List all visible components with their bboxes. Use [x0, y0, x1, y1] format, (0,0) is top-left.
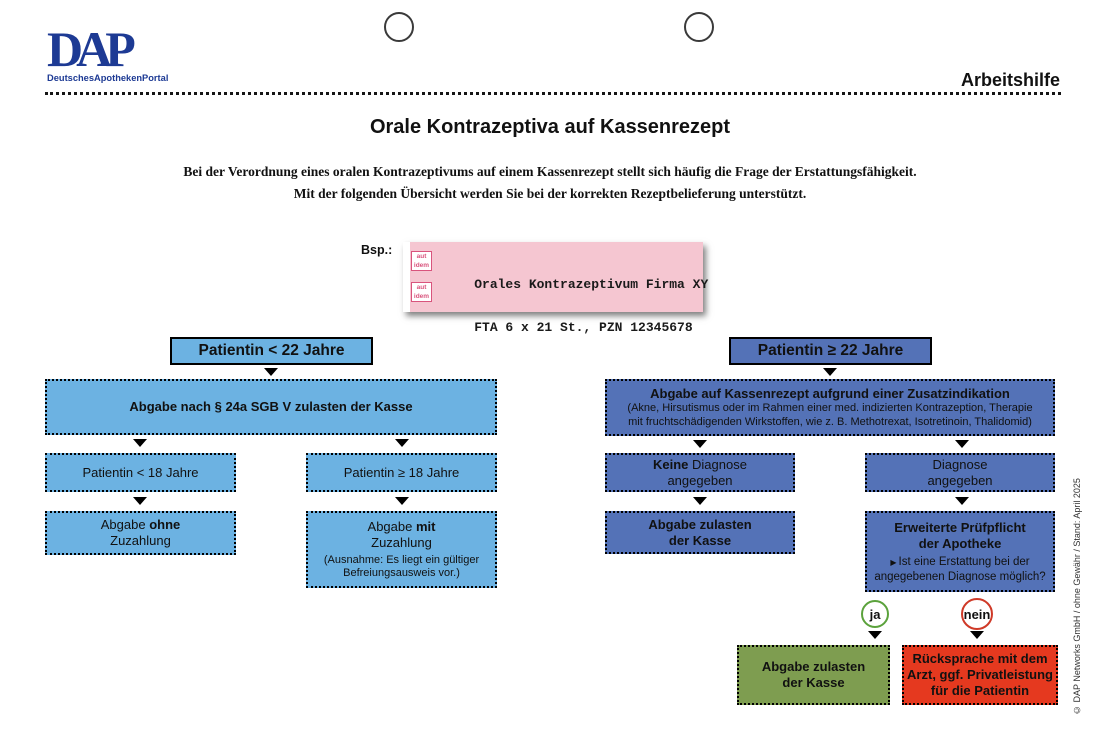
aut-idem-stamp: aut idem	[411, 282, 432, 302]
page-title: Orale Kontrazeptiva auf Kassenrezept	[369, 116, 731, 138]
copyright-notice: © DAP Networks GmbH / ohne Gewähr / Stand: April 2025	[1072, 478, 1082, 715]
arrow-down-icon	[693, 440, 707, 448]
example-label: Bsp.:	[361, 243, 393, 257]
dap-logo-tagline: DeutschesApothekenPortal	[47, 73, 169, 83]
doc-type-label: Arbeitshilfe	[960, 70, 1060, 90]
ja-circle: ja	[861, 600, 889, 628]
flow-box-zusatzindikation: Abgabe auf Kassenrezept aufgrund einer Zusatzindikation (Akne, Hirsutismus oder im Rahmen einer med. indizierten Kontrazeption, Therapie mit fruchtschädigenden Wirkstoffen, wie z. B. Methotrexat, Isotretinoin, Thalidomid)	[605, 379, 1055, 436]
arrow-down-icon	[868, 631, 882, 639]
flow-box-over-18: Patientin ≥ 18 Jahre	[306, 453, 497, 492]
flow-header-over-22: Patientin ≥ 22 Jahre	[729, 337, 932, 365]
arrow-down-icon	[693, 497, 707, 505]
flow-box-ohne-zuzahlung: Abgabe ohne Zuzahlung	[45, 511, 236, 555]
flow-box-result-kasse: Abgabe zulasten der Kasse	[737, 645, 890, 705]
prescription-example	[403, 242, 709, 336]
aut-idem-text: aut	[416, 253, 427, 260]
header-dotted-rule	[45, 92, 1061, 95]
flow-header-under-22: Patientin < 22 Jahre	[170, 337, 373, 365]
dap-logo-text: DAP	[47, 21, 129, 77]
arrow-down-icon	[395, 439, 409, 447]
arrow-down-icon	[133, 497, 147, 505]
nein-circle: nein	[961, 598, 993, 630]
pointer-icon: ▶	[890, 557, 897, 567]
prescription-line-2: FTA 6 x 21 St., PZN 12345678	[474, 320, 693, 336]
arrow-down-icon	[823, 368, 837, 376]
flow-box-result-ruecksprache: Rücksprache mit dem Arzt, ggf. Privatleistung für die Patientin	[902, 645, 1058, 705]
flow-box-abgabe-zulasten-kasse: Abgabe zulasten der Kasse	[605, 511, 795, 554]
intro-text	[0, 161, 1100, 204]
prescription-line-1: Orales Kontrazeptivum Firma XY	[474, 277, 709, 293]
arrow-down-icon	[955, 497, 969, 505]
dap-logo	[47, 21, 169, 83]
prescription-text	[443, 253, 708, 360]
intro-line-2: Mit der folgenden Übersicht werden Sie bei der korrekten Rezeptbelieferung unterstützt.	[293, 185, 807, 201]
flow-box-under-18: Patientin < 18 Jahre	[45, 453, 236, 492]
befreiungsausweis-note: (Ausnahme: Es liegt ein gültiger Befreiungsausweis vor.)	[323, 553, 480, 579]
intro-line-1: Bei der Verordnung eines oralen Kontrazeptivums auf einem Kassenrezept stellt sich häufig die Frage der Erstattungsfähigkeit.	[183, 164, 917, 179]
aut-idem-stamp: aut idem	[411, 251, 432, 271]
aut-idem-text: aut	[416, 284, 427, 291]
flow-box-mit-zuzahlung: Abgabe mit Zuzahlung (Ausnahme: Es liegt ein gültiger Befreiungsausweis vor.)	[306, 511, 497, 588]
flow-box-keine-diagnose: Keine Diagnose angegeben	[605, 453, 795, 492]
flow-box-diagnose-angegeben: Diagnose angegeben	[865, 453, 1055, 492]
arrow-down-icon	[970, 631, 984, 639]
flow-box-pruefpflicht: Erweiterte Prüfpflicht der Apotheke ▶ Ist eine Erstattung bei der angegebenen Diagnose möglich?	[865, 511, 1055, 592]
punch-hole-right	[684, 12, 714, 42]
arrow-down-icon	[133, 439, 147, 447]
arrow-down-icon	[395, 497, 409, 505]
arrow-down-icon	[264, 368, 278, 376]
punch-hole-left	[384, 12, 414, 42]
arrow-down-icon	[955, 440, 969, 448]
flow-box-24a-sgbv: Abgabe nach § 24a SGB V zulasten der Kasse	[45, 379, 497, 435]
